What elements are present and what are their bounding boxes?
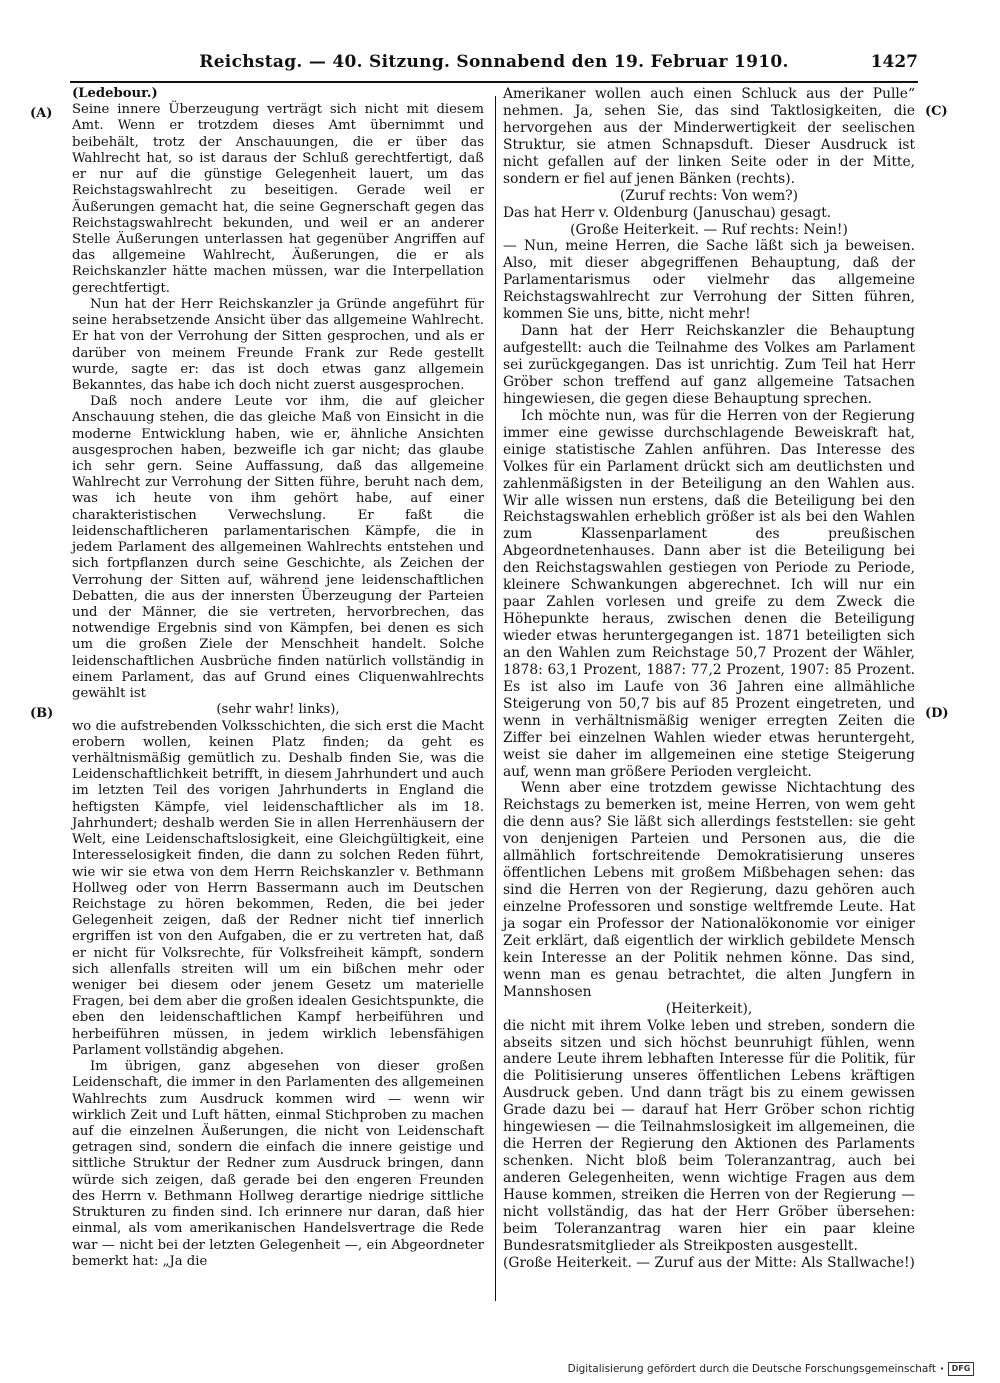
- page-header: [70, 52, 918, 78]
- paragraph: Daß noch andere Leute vor ihm, die auf gleicher Anschauung stehen, die das gleiche Maß von Einsicht in die moderne Entwicklung haben, wie er, ähnliche Ansichten ausgesprochen haben, bezweifle ich gar nicht; das glaube ich sehr gern. Seine Auffassung, daß das allgemeine Wahlrecht zur Verrohung der Sitten führe, beruht nach dem, was ich heute von ihm gehört habe, auf einer charakteristischen Verwechslung. Er faßt die leidenschaftlicheren parlamentarischen Kämpfe, die in jedem Parlament des allgemeinen Wahlrechts entstehen und sich fortpflanzen durch seine Geschichte, als Zeichen der Verrohung der Sitten auf, während jene leidenschaftlichen Debatten, die aus der innersten Überzeugung der Parteien und der Männer, die sie vertreten, hervorbrechen, das notwendige Ergebnis sind von Kämpfen, bei denen es sich um die großen Ziele der Menschheit handelt. Solche leidenschaftlichen Ausbrüche finden natürlich vollständig in einem Parlament, das auf Grund eines Cliquenwahlrechts gewählt ist: [72, 394, 484, 702]
- interjection: (Zuruf rechts: Von wem?): [620, 187, 798, 204]
- left-column: [72, 86, 484, 1270]
- paragraph: Seine innere Überzeugung verträgt sich nicht mit diesem Amt. Wenn er trotzdem dieses Amt übernimmt und beibehält, trotz der Anschauungen, die er über das Wahlrecht hat, so ist daraus der Schluß gerechtfertigt, daß er nur auf die günstige Gelegenheit lauert, um das Reichstagswahlrecht zu beseitigen. Gerade weil er Äußerungen gemacht hat, die seine Gegnerschaft gegen das Reichstagswahlrecht bekunden, und weil er an anderer Stelle Äußerungen unterlassen hat gegenüber Angriffen auf das allgemeine Wahlrecht, Äußerungen, die er als Reichskanzler hätte machen müssen, war die Interpellation gerechtfertigt.: [72, 102, 484, 296]
- interjection: (sehr wahr! links),: [216, 702, 340, 718]
- speaker-name: (Ledebour.): [72, 86, 158, 101]
- header-rule: [70, 81, 918, 83]
- footer-separator: ·: [940, 1363, 944, 1375]
- paragraph: — Nun, meine Herren, die Sache läßt sich ja beweisen. Also, mit dieser abgegriffenen Behauptung, daß der Parlamentarismus oder vielmehr das allgemeine Reichstagswahlrecht zur Verrohung der Sitten führen, kommen Sie uns, bitte, nicht mehr!: [503, 238, 915, 323]
- paragraph: Ich möchte nun, was für die Herren von der Regierung immer eine gewisse durchschlagende Beweiskraft hat, einige statistische Zahlen anführen. Das Interesse des Volkes für ein Parlament drückt sich am deutlichsten und zahlenmäßigsten in der Beteiligung an den Wahlen aus. Wir alle wissen nun erstens, daß die Beteiligung bei den Reichstagswahlen erheblich größer ist als bei den Wahlen zum Klassenparlament des preußischen Abgeordnetenhauses. Dann aber ist die Beteiligung bei den Reichstagswahlen gestiegen von Periode zu Periode, kleinere Schwankungen abgerechnet. Ich will nur ein paar Zahlen vorlesen und greife zu dem Zweck die Höhepunkte heraus, zwischen denen die Beteiligung wieder etwas heruntergegangen ist. 1871 beteiligten sich an den Wahlen zum Reichstage 50,7 Prozent der Wähler, 1878: 63,1 Prozent, 1887: 77,2 Prozent, 1907: 85 Prozent. Es ist also im Laufe von 36 Jahren eine allmähliche Steigerung von 50,7 bis auf 85 Prozent eingetreten, und wenn in verhältnismäßig weniger erregten Zeiten die Ziffer bei einzelnen Wahlen wieder etwas heruntergeht, weist sie daher im allgemeinen eine stetige Steigerung auf, wenn man größere Perioden vergleicht.: [503, 407, 915, 780]
- paragraph: die nicht mit ihrem Volke leben und streben, sondern die abseits sitzen und sich höchst beunruhigt fühlen, wenn andere Leute ihrem lebhaften Interesse für die Politik, für die Politisierung unseres öffentlichen Lebens kräftigen Ausdruck geben. Und dann trägt bis zu einem gewissen Grade dazu bei — darauf hat Herr Gröber schon richtig hingewiesen — die Teilnahmslosigkeit im allgemeinen, die die Herren der Regierung den Aktionen des Parlaments schenken. Nicht bloß beim Toleranzantrag, auch bei anderen Gelegenheiten, wenn wichtige Fragen aus dem Hause kommen, streiken die Herren von der Regierung — nicht vollständig, das hat der Herr Gröber übersehen: beim Toleranzantrag waren hier ein paar kleine Bundesratsmitglieder als Streikposten ausgestellt.: [503, 1017, 915, 1254]
- margin-marker-a: (A): [30, 106, 53, 121]
- margin-marker-d: (D): [925, 706, 949, 721]
- paragraph: Das hat Herr v. Oldenburg (Januschau) gesagt.: [503, 204, 832, 221]
- paragraph: Dann hat der Herr Reichskanzler die Behauptung aufgestellt: auch die Teilnahme des Volkes am Parlament sei zurückgegangen. Das ist unrichtig. Zum Teil hat Herr Gröber schon treffend auf ganz allgemeine Tatsachen hingewiesen, die gegen diese Behauptung sprechen.: [503, 323, 915, 407]
- interjection: (Große Heiterkeit. — Ruf rechts: Nein!): [570, 221, 848, 238]
- interjection: (Große Heiterkeit. — Zuruf aus der Mitte: Als Stallwache!): [503, 1254, 915, 1271]
- paragraph: Wenn aber eine trotzdem gewisse Nichtachtung des Reichstags zu bemerken ist, meine Herren, von wem geht die denn aus? Sie läßt sich allerdings feststellen: sie geht von denjenigen Parteien und Personen aus, die die allmählich fortschreitende Demokratisierung unseres öffentlichen Lebens mit großem Mißbehagen sehen: das sind die Herren von der Regierung, dazu gehören auch einzelne Professoren und sonstige weltfremde Leute. Hat ja sogar ein Professor der Nationalökonomie vor einiger Zeit erklärt, daß eigentlich der wirklich gebildete Mensch kein Interesse an der Politik nehmen könne. Das sind, wenn man es genau betrachtet, die alten Jungfern in Mannshosen: [503, 780, 915, 1000]
- page-number: 1427: [870, 52, 918, 72]
- right-column: [503, 86, 915, 1272]
- column-divider: [495, 96, 496, 1301]
- footer-text: Digitalisierung gefördert durch die Deutsche Forschungsgemeinschaft: [567, 1363, 936, 1375]
- digitization-footer: [568, 1362, 974, 1376]
- paragraph: wo die aufstrebenden Volksschichten, die sich erst die Macht erobern wollen, keinen Platz finden; da geht es verhältnismäßig gemütlich zu. Deshalb finden Sie, was die Leidenschaftlichkeit betrifft, in diesem Jahrhundert und auch im letzten Teil des vorigen Jahrhunderts in England die heftigsten Kämpfe, viel leidenschaftlicher als im 18. Jahrhundert; deshalb werden Sie in allen Herrenhäusern der Welt, eine Leidenschaftslosigkeit, eine Gleichgültigkeit, eine Interesselosigkeit finden, die dann zu solchen Reden führt, wie wir sie etwa von dem Herrn Reichskanzler v. Bethmann Hollweg oder von Herrn Bassermann auch im Deutschen Reichstage zu hören bekommen, Reden, die bei jeder Gelegenheit zeigen, daß der Redner nicht tief innerlich ergriffen ist von den Aufgaben, die er zu vertreten hat, daß er nicht für Volksrechte, für Volksfreiheit kämpft, sondern sich allenfalls streiten will um ein bißchen mehr oder weniger bei diesem oder jenem Gesetz um materielle Fragen, bei dem aber die großen idealen Gesichtspunkte, die eben den leidenschaftlichen Kampf herbeiführen und herbeiführen müssen, in jedem wirklich lebensfähigen Parlament vollständig abgehen.: [72, 718, 484, 1058]
- paragraph: Nun hat der Herr Reichskanzler ja Gründe angeführt für seine herabsetzende Ansicht über das allgemeine Wahlrecht. Er hat von der Verrohung der Sitten gesprochen, und als er darüber von meinem Freunde Frank zur Rede gestellt wurde, sagte er: das ist doch etwas ganz allgemein Bekanntes, das habe ich doch nicht zuerst ausgesprochen.: [72, 296, 484, 393]
- interjection: (Heiterkeit),: [665, 1000, 753, 1017]
- margin-marker-c: (C): [925, 104, 948, 119]
- dfg-logo: DFG: [948, 1362, 974, 1376]
- running-title: Reichstag. — 40. Sitzung. Sonnabend den 19. Februar 1910.: [199, 52, 789, 72]
- margin-marker-b: (B): [30, 706, 54, 721]
- paragraph: Im übrigen, ganz abgesehen von dieser großen Leidenschaft, die immer in den Parlamenten des allgemeinen Wahlrechts zum Ausdruck kommen wird — wenn wir wirklich Zeit und Luft hätten, einmal Stichproben zu machen auf die einzelnen Äußerungen, die nicht von Leidenschaft getragen sind, sondern die einfach die innere geistige und sittliche Struktur der Redner zum Ausdruck bringen, dann würde sich zeigen, daß gerade bei den engeren Freunden des Herrn v. Bethmann Hollweg derartige niedrige sittliche Strukturen zu finden sind. Ich erinnere nur daran, daß hier einmal, als vom amerikanischen Handelsvertrage die Rede war — nicht bei der letzten Gelegenheit —, ein Abgeordneter bemerkt hat: „Ja die: [72, 1059, 484, 1269]
- paragraph: Amerikaner wollen auch einen Schluck aus der Pulle“ nehmen. Ja, sehen Sie, das sind Taktlosigkeiten, die hervorgehen aus der Minderwertigkeit der seelischen Struktur, sie atmen Schnapsduft. Dieser Ausdruck ist nicht gefallen auf der linken Seite oder in der Mitte, sondern er fiel auf jenen Bänken (rechts).: [503, 86, 915, 187]
